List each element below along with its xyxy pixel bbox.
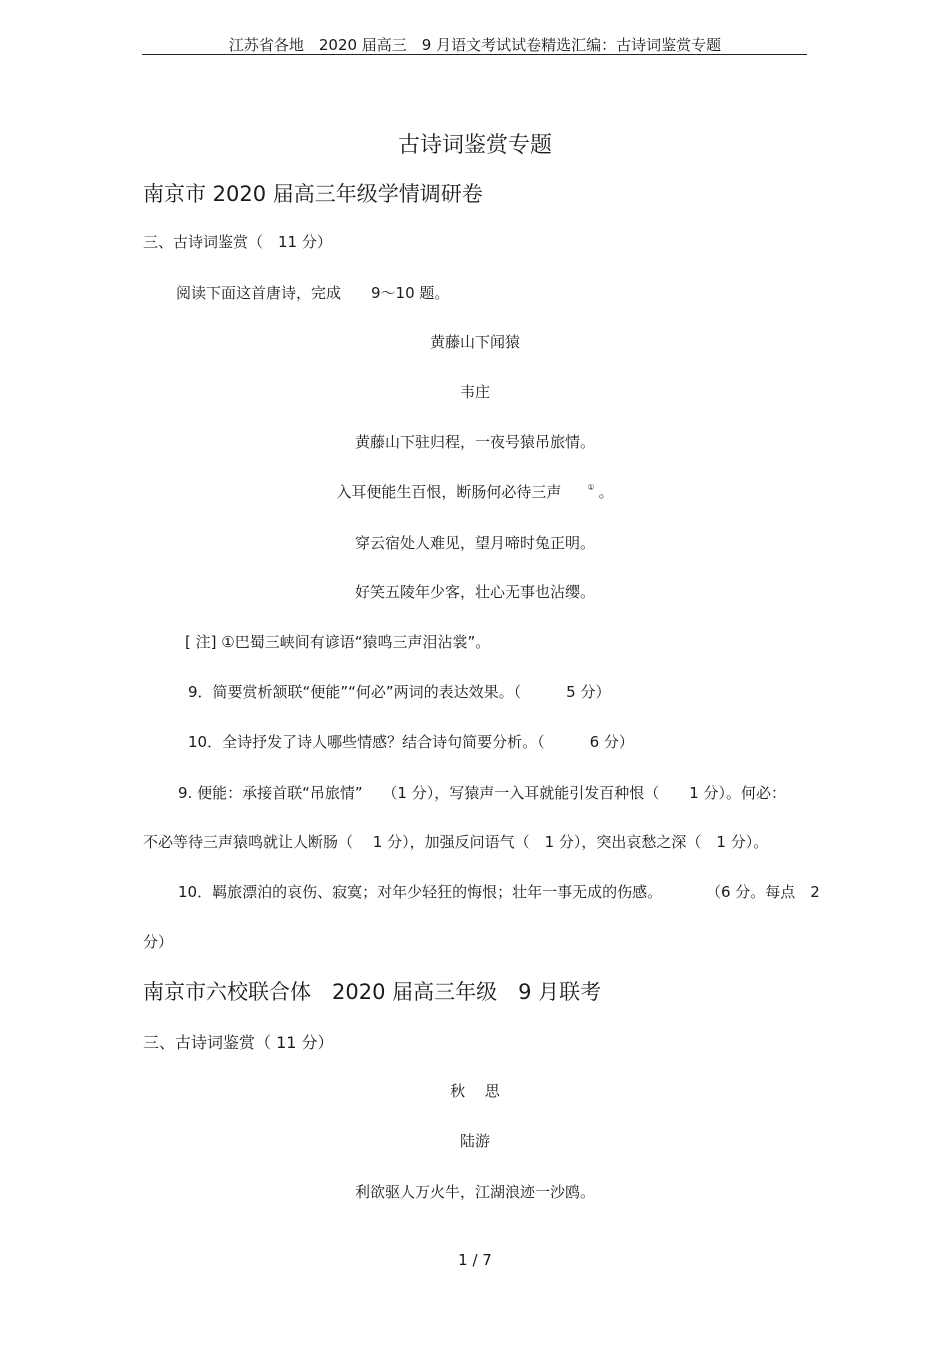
answer-10-line2: 分） bbox=[143, 933, 174, 951]
poem2-author: 陆游 bbox=[459, 1132, 490, 1150]
poem1-author: 韦庄 bbox=[459, 383, 490, 401]
question-10: 10．全诗抒发了诗人哪些情感？结合诗句简要分析。（ 6 分） bbox=[188, 733, 634, 751]
answer-10-score: （6 分。每点 2 bbox=[706, 883, 820, 901]
section2-part: 三、古诗词鉴赏（ 11 分） bbox=[143, 1033, 334, 1052]
poem1-line2-end: 。 bbox=[598, 483, 614, 501]
answer-9-line1: 9. 便能：承接首联“吊旅情” （1 分），写猿声一入耳就能引发百种恨（ 1 分）。何必： bbox=[178, 784, 787, 802]
poem2-title: 秋 思 bbox=[450, 1082, 500, 1100]
question-9: 9．简要赏析颔联“便能”“何必”两词的表达效果。（ 5 分） bbox=[188, 683, 611, 701]
poem2-line1: 利欲驱人万火牛，江湖浪迹一沙鸥。 bbox=[354, 1183, 595, 1201]
footnote-marker: ① bbox=[587, 483, 595, 492]
section1-part: 三、古诗词鉴赏（ 11 分） bbox=[143, 233, 332, 251]
poem1-line2 bbox=[0, 481, 950, 502]
answer-9-line2: 不必等待三声猿鸣就让人断肠（ 1 分），加强反问语气（ 1 分），突出哀愁之深（ 1 分）。 bbox=[143, 833, 769, 851]
poem1-line2-text: 入耳便能生百恨，断肠何必待三声 bbox=[336, 483, 562, 501]
running-header: 江苏省各地 2020 届高三 9 月语文考试试卷精选汇编：古诗词鉴赏专题 bbox=[228, 36, 722, 54]
section2-heading: 南京市六校联合体 2020 届高三年级 9 月联考 bbox=[143, 980, 602, 1004]
section1-heading: 南京市 2020 届高三年级学情调研卷 bbox=[143, 182, 483, 206]
section1-intro: 阅读下面这首唐诗，完成 9～10 题。 bbox=[176, 284, 450, 302]
poem1-line3: 穿云宿处人难见，望月啼时兔正明。 bbox=[354, 534, 595, 552]
answer-10-line1: 10．羁旅漂泊的哀伤、寂寞；对年少轻狂的悔恨；壮年一事无成的伤感。 bbox=[178, 883, 663, 901]
page-title: 古诗词鉴赏专题 bbox=[397, 133, 552, 158]
poem1-line4: 好笑五陵年少客，壮心无事也沾缨。 bbox=[354, 583, 595, 601]
poem1-title: 黄藤山下闻猿 bbox=[429, 333, 520, 351]
poem1-line1: 黄藤山下驻归程，一夜号猿吊旅情。 bbox=[354, 433, 595, 451]
header-rule bbox=[142, 54, 807, 55]
page-number: 1 / 7 bbox=[458, 1251, 492, 1269]
poem1-note: [ 注] ①巴蜀三峡间有谚语“猿鸣三声泪沾裳”。 bbox=[185, 633, 491, 651]
